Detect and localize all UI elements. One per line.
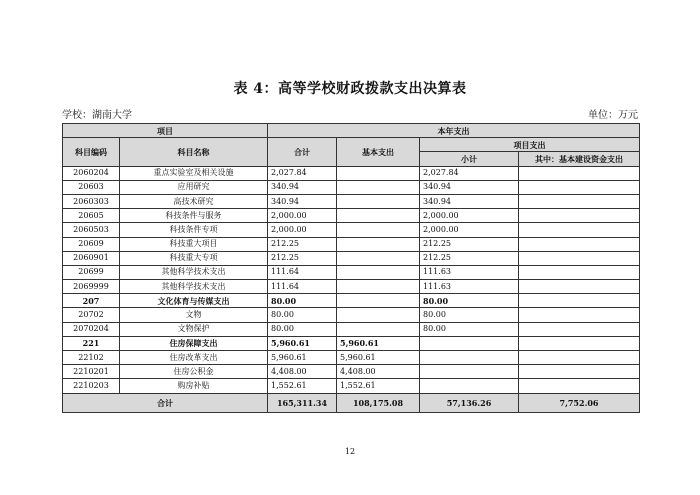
row-code: 2060503 [63, 223, 120, 237]
row-basic [337, 322, 420, 336]
school-label: 学校：湖南大学 [62, 110, 132, 121]
row-code: 20702 [63, 308, 120, 322]
row-code: 22102 [63, 351, 120, 365]
row-total: 80.00 [268, 294, 337, 308]
row-subtotal: 212.25 [420, 237, 519, 251]
row-total: 111.64 [268, 280, 337, 294]
row-infra [519, 322, 640, 336]
row-code: 207 [63, 294, 120, 308]
row-name: 文物 [120, 308, 268, 322]
row-name: 其他科学技术支出 [120, 265, 268, 279]
row-basic [337, 209, 420, 223]
row-subtotal: 111.63 [420, 265, 519, 279]
row-code: 2069999 [63, 280, 120, 294]
row-infra [519, 223, 640, 237]
row-basic [337, 294, 420, 308]
row-subtotal: 80.00 [420, 294, 519, 308]
row-code: 221 [63, 336, 120, 350]
row-name: 科技条件专项 [120, 223, 268, 237]
row-name: 科技重大项目 [120, 237, 268, 251]
expense-table [62, 123, 640, 413]
row-subtotal: 340.94 [420, 180, 519, 194]
row-name: 科技条件与服务 [120, 209, 268, 223]
row-basic [337, 237, 420, 251]
row-subtotal: 340.94 [420, 194, 519, 208]
table-row [63, 180, 640, 194]
row-code: 20699 [63, 265, 120, 279]
table-row [63, 308, 640, 322]
row-basic: 5,960.61 [337, 351, 420, 365]
row-basic [337, 166, 420, 180]
row-basic [337, 308, 420, 322]
header-basic: 基本支出 [337, 138, 420, 166]
row-total: 80.00 [268, 308, 337, 322]
page-title: 表 4：高等学校财政拨款支出决算表 [233, 81, 467, 97]
row-basic [337, 180, 420, 194]
row-basic [337, 265, 420, 279]
row-name: 购房补贴 [120, 379, 268, 393]
row-infra [519, 265, 640, 279]
row-subtotal: 80.00 [420, 308, 519, 322]
row-subtotal: 111.63 [420, 280, 519, 294]
row-basic [337, 223, 420, 237]
row-name: 住房保障支出 [120, 336, 268, 350]
table-row [63, 336, 640, 350]
header-infra: 其中：基本建设资金支出 [519, 152, 640, 166]
row-subtotal: 212.25 [420, 251, 519, 265]
row-basic: 5,960.61 [337, 336, 420, 350]
row-subtotal: 2,000.00 [420, 223, 519, 237]
row-name: 住房公积金 [120, 365, 268, 379]
total-infra: 7,752.06 [519, 393, 640, 412]
row-basic: 1,552.61 [337, 379, 420, 393]
unit-label: 单位：万元 [588, 110, 638, 121]
table-row [63, 251, 640, 265]
row-infra [519, 180, 640, 194]
total-basic: 108,175.08 [337, 393, 420, 412]
table-row [63, 209, 640, 223]
table-row [63, 194, 640, 208]
row-infra [519, 280, 640, 294]
row-infra [519, 194, 640, 208]
table-row [63, 351, 640, 365]
row-total: 80.00 [268, 322, 337, 336]
table-row [63, 237, 640, 251]
row-name: 重点实验室及相关设施 [120, 166, 268, 180]
row-total: 212.25 [268, 251, 337, 265]
row-infra [519, 365, 640, 379]
row-total: 4,408.00 [268, 365, 337, 379]
row-code: 20605 [63, 209, 120, 223]
row-code: 2060204 [63, 166, 120, 180]
row-basic [337, 251, 420, 265]
row-infra [519, 251, 640, 265]
row-subtotal [420, 365, 519, 379]
total-label: 合计 [63, 393, 268, 412]
row-total: 5,960.61 [268, 351, 337, 365]
row-infra [519, 237, 640, 251]
header-project: 项目支出 [420, 138, 640, 152]
page-number: 12 [344, 447, 356, 456]
row-total: 5,960.61 [268, 336, 337, 350]
row-infra [519, 308, 640, 322]
header-subtotal: 小计 [420, 152, 519, 166]
table-row [63, 223, 640, 237]
table-row [63, 280, 640, 294]
row-total: 2,000.00 [268, 223, 337, 237]
total-row [63, 393, 640, 412]
header-year-expense: 本年支出 [268, 124, 640, 138]
row-infra [519, 209, 640, 223]
row-infra [519, 379, 640, 393]
row-total: 340.94 [268, 180, 337, 194]
table-row [63, 265, 640, 279]
table-row [63, 294, 640, 308]
table-row [63, 379, 640, 393]
row-total: 2,000.00 [268, 209, 337, 223]
table-row [63, 166, 640, 180]
row-basic: 4,408.00 [337, 365, 420, 379]
row-code: 2210203 [63, 379, 120, 393]
row-infra [519, 166, 640, 180]
row-name: 高技术研究 [120, 194, 268, 208]
row-basic [337, 194, 420, 208]
row-subtotal [420, 351, 519, 365]
row-infra [519, 336, 640, 350]
row-subtotal: 2,000.00 [420, 209, 519, 223]
row-code: 2060303 [63, 194, 120, 208]
row-infra [519, 294, 640, 308]
row-subtotal [420, 379, 519, 393]
row-basic [337, 280, 420, 294]
row-name: 科技重大专项 [120, 251, 268, 265]
total-subtotal: 57,136.26 [420, 393, 519, 412]
row-name: 其他科学技术支出 [120, 280, 268, 294]
row-code: 2060901 [63, 251, 120, 265]
row-name: 应用研究 [120, 180, 268, 194]
row-code: 2210201 [63, 365, 120, 379]
row-total: 1,552.61 [268, 379, 337, 393]
row-code: 20603 [63, 180, 120, 194]
row-name: 住房改革支出 [120, 351, 268, 365]
row-total: 212.25 [268, 237, 337, 251]
header-total: 合计 [268, 138, 337, 166]
row-code: 20609 [63, 237, 120, 251]
row-subtotal [420, 336, 519, 350]
table-row [63, 365, 640, 379]
row-total: 2,027.84 [268, 166, 337, 180]
row-total: 111.64 [268, 265, 337, 279]
header-name: 科目名称 [120, 138, 268, 166]
row-total: 340.94 [268, 194, 337, 208]
row-subtotal: 80.00 [420, 322, 519, 336]
row-name: 文化体育与传媒支出 [120, 294, 268, 308]
header-item: 项目 [63, 124, 268, 138]
row-subtotal: 2,027.84 [420, 166, 519, 180]
row-code: 2070204 [63, 322, 120, 336]
header-code: 科目编码 [63, 138, 120, 166]
row-name: 文物保护 [120, 322, 268, 336]
table-row [63, 322, 640, 336]
row-infra [519, 351, 640, 365]
total-total: 165,311.34 [268, 393, 337, 412]
